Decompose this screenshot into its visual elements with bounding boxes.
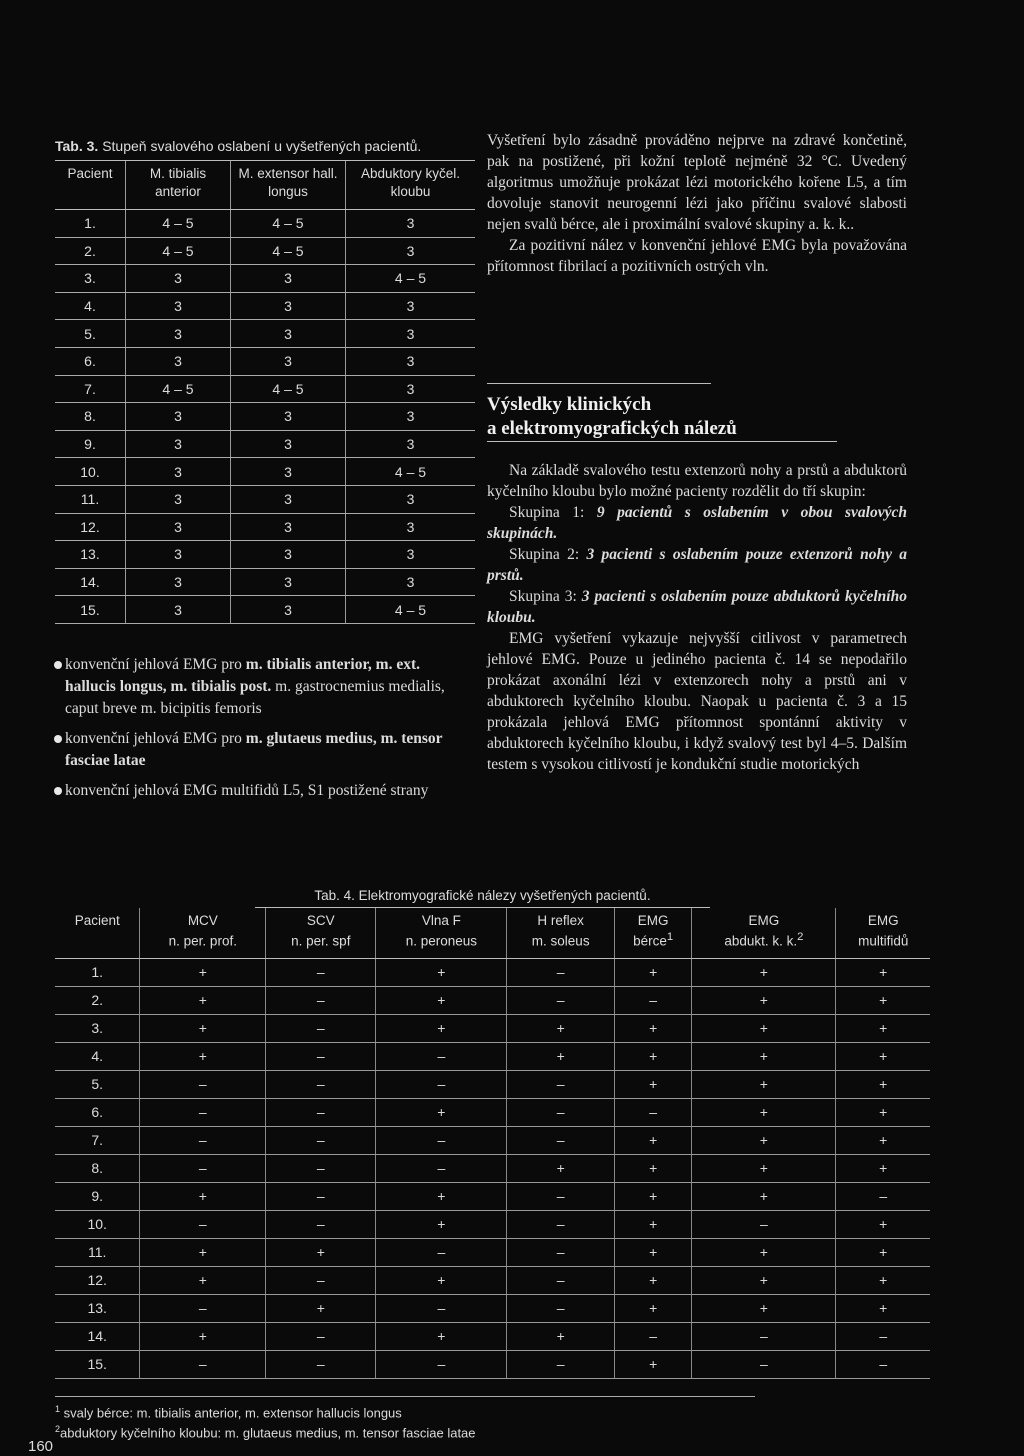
- group-text: 3 pacienti s oslabením pouze abduktorů kyčelního kloubu.: [487, 588, 907, 626]
- table-row: [55, 958, 930, 986]
- table-4-header: [615, 908, 692, 958]
- patient-number-cell: 11.: [55, 1238, 140, 1266]
- table-row: [55, 1266, 930, 1294]
- table-cell: 3: [231, 292, 346, 320]
- table-cell: 3: [346, 292, 476, 320]
- table-cell: 3: [126, 403, 231, 431]
- footnote-marker: 1: [666, 931, 674, 943]
- table-row: [55, 541, 475, 569]
- table-cell: 3: [346, 430, 476, 458]
- table-cell: 3: [126, 265, 231, 293]
- bullet-icon: [54, 787, 62, 795]
- table-row: [55, 568, 475, 596]
- patient-number-cell: 1.: [55, 210, 126, 238]
- table-cell: 3: [231, 430, 346, 458]
- table-row: [55, 1322, 930, 1350]
- heading-underline: [487, 441, 837, 442]
- footnote-marker: 2: [55, 1424, 61, 1435]
- paragraph: Na základě svalového testu extenzorů nohy a prstů a abduktorů kyčelního kloubu bylo možné pacienty rozdělit do tří skupin:: [487, 462, 907, 500]
- table-cell: 3: [346, 568, 476, 596]
- table-cell: 3: [231, 513, 346, 541]
- table-cell: +: [140, 1014, 266, 1042]
- table-cell: 3: [126, 320, 231, 348]
- header-subtext: bérce: [633, 933, 667, 949]
- table-cell: +: [615, 1182, 692, 1210]
- header-subtext: n. per. prof.: [168, 933, 237, 949]
- table-cell: –: [376, 1126, 507, 1154]
- header-line: [509, 929, 612, 950]
- table-cell: 3: [126, 485, 231, 513]
- patient-number-cell: 13.: [55, 1294, 140, 1322]
- table-cell: 3: [231, 347, 346, 375]
- patient-number-cell: 6.: [55, 347, 126, 375]
- footnote-text: svaly bérce: m. tibialis anterior, m. extensor hallucis longus: [63, 1405, 402, 1421]
- divider: [487, 383, 711, 384]
- header-subtext: n. peroneus: [405, 933, 478, 949]
- bullet-item: [55, 780, 473, 802]
- footnote: [55, 1401, 755, 1421]
- table-cell: +: [692, 1014, 836, 1042]
- table-row: [55, 596, 475, 624]
- table-row: [55, 430, 475, 458]
- table-row: [55, 403, 475, 431]
- table-cell: +: [376, 986, 507, 1014]
- bullet-list: [55, 654, 473, 802]
- table-cell: –: [266, 1126, 376, 1154]
- table-cell: 3: [346, 513, 476, 541]
- header-line: EMG: [637, 913, 669, 928]
- table-row: [55, 1238, 930, 1266]
- page-number: 160: [28, 1438, 54, 1455]
- table-4-header: [55, 908, 140, 958]
- table-cell: 4 – 5: [126, 210, 231, 238]
- header-line: [378, 929, 504, 950]
- table-cell: +: [140, 1182, 266, 1210]
- header-subtext: m. soleus: [531, 933, 590, 949]
- table-cell: –: [266, 1014, 376, 1042]
- table-row: [55, 1294, 930, 1322]
- table-cell: +: [140, 1266, 266, 1294]
- table-cell: 3: [346, 541, 476, 569]
- table-cell: 3: [346, 375, 476, 403]
- table-row: [55, 210, 475, 238]
- bullet-text: konvenční jehlová EMG pro: [65, 656, 246, 673]
- table-row: [55, 347, 475, 375]
- table-cell: +: [692, 1126, 836, 1154]
- table-cell: 3: [231, 485, 346, 513]
- table-4-grid: [55, 908, 930, 1379]
- table-cell: –: [507, 1126, 615, 1154]
- table-3-title: Stupeň svalového oslabení u vyšetřených pacientů.: [102, 138, 422, 154]
- header-subtext: n. per. spf: [291, 933, 351, 949]
- table-cell: +: [836, 1042, 930, 1070]
- table-cell: –: [507, 1210, 615, 1238]
- table-cell: –: [266, 1182, 376, 1210]
- table-cell: +: [615, 1266, 692, 1294]
- table-cell: –: [266, 1322, 376, 1350]
- table-cell: +: [836, 1126, 930, 1154]
- table-row: [55, 1210, 930, 1238]
- patient-number-cell: 8.: [55, 403, 126, 431]
- table-cell: –: [266, 1098, 376, 1126]
- table-cell: –: [376, 1294, 507, 1322]
- table-cell: –: [507, 1266, 615, 1294]
- header-line: EMG: [748, 913, 780, 928]
- table-cell: +: [376, 1098, 507, 1126]
- patient-number-cell: 7.: [55, 375, 126, 403]
- table-cell: 3: [231, 541, 346, 569]
- bullet-item: [55, 654, 473, 720]
- table-cell: +: [692, 958, 836, 986]
- header-line: Pacient: [74, 913, 120, 928]
- table-cell: +: [836, 1070, 930, 1098]
- bullet-text: konvenční jehlová EMG multifidů L5, S1 postižené strany: [65, 782, 429, 799]
- table-cell: 3: [346, 210, 476, 238]
- patient-number-cell: 14.: [55, 1322, 140, 1350]
- table-cell: +: [507, 1014, 615, 1042]
- methods-text: [487, 130, 907, 277]
- table-cell: 3: [126, 541, 231, 569]
- table-cell: –: [615, 986, 692, 1014]
- patient-number-cell: 10.: [55, 458, 126, 486]
- table-row: [55, 320, 475, 348]
- table-cell: –: [266, 1070, 376, 1098]
- table-cell: +: [836, 1266, 930, 1294]
- patient-number-cell: 2.: [55, 237, 126, 265]
- table-cell: +: [376, 1266, 507, 1294]
- table-cell: +: [692, 1098, 836, 1126]
- table-cell: –: [507, 1294, 615, 1322]
- header-line: [268, 929, 373, 950]
- patient-number-cell: 15.: [55, 1350, 140, 1378]
- table-cell: –: [507, 958, 615, 986]
- table-row: [55, 1182, 930, 1210]
- table-cell: 3: [346, 403, 476, 431]
- table-cell: –: [140, 1350, 266, 1378]
- table-cell: –: [507, 1238, 615, 1266]
- table-cell: –: [692, 1322, 836, 1350]
- patient-number-cell: 3.: [55, 1014, 140, 1042]
- table-cell: –: [140, 1210, 266, 1238]
- table-row: [55, 1014, 930, 1042]
- table-cell: –: [266, 958, 376, 986]
- table-cell: –: [692, 1350, 836, 1378]
- table-cell: –: [692, 1210, 836, 1238]
- table-cell: –: [266, 1350, 376, 1378]
- table-row: [55, 513, 475, 541]
- table-row: [55, 1042, 930, 1070]
- table-cell: –: [376, 1350, 507, 1378]
- table-cell: –: [836, 1350, 930, 1378]
- table-cell: –: [140, 1098, 266, 1126]
- header-line: SCV: [306, 913, 335, 928]
- patient-number-cell: 9.: [55, 1182, 140, 1210]
- table-cell: +: [140, 958, 266, 986]
- table-cell: –: [615, 1098, 692, 1126]
- table-cell: +: [836, 958, 930, 986]
- bullet-icon: [54, 735, 62, 743]
- table-cell: +: [266, 1238, 376, 1266]
- table-cell: –: [836, 1322, 930, 1350]
- table-cell: 3: [346, 347, 476, 375]
- table-cell: 4 – 5: [346, 458, 476, 486]
- table-cell: –: [376, 1070, 507, 1098]
- table-cell: 3: [126, 458, 231, 486]
- table-cell: +: [376, 958, 507, 986]
- table-cell: 4 – 5: [346, 265, 476, 293]
- table-cell: 4 – 5: [346, 596, 476, 624]
- paragraph: Za pozitivní nález v konvenční jehlové EMG byla považována přítomnost fibrilací a pozitivních ostrých vln.: [487, 237, 907, 275]
- table-cell: +: [692, 1182, 836, 1210]
- table-cell: +: [376, 1014, 507, 1042]
- table-cell: –: [376, 1154, 507, 1182]
- table-cell: –: [376, 1238, 507, 1266]
- footnote-marker: 2: [797, 931, 804, 943]
- bullet-icon: [54, 661, 62, 669]
- table-3-header: Abduktory kyčel. kloubu: [346, 161, 476, 210]
- table-row: [55, 1126, 930, 1154]
- table-cell: –: [266, 986, 376, 1014]
- patient-number-cell: 14.: [55, 568, 126, 596]
- table-3-caption: [55, 138, 475, 161]
- table-cell: 3: [126, 568, 231, 596]
- table-4: [55, 888, 930, 1379]
- header-subtext: abdukt. k. k.: [724, 933, 798, 949]
- bullet-bold-text: m. glutaeus medius, m. tensor fasciae latae: [65, 730, 443, 769]
- table-cell: +: [140, 1322, 266, 1350]
- table-cell: –: [507, 986, 615, 1014]
- group-2: [487, 544, 907, 586]
- group-1: [487, 502, 907, 544]
- table-cell: +: [836, 1210, 930, 1238]
- table-cell: +: [692, 986, 836, 1014]
- header-line: [142, 929, 263, 950]
- table-cell: +: [140, 986, 266, 1014]
- table-cell: +: [692, 1154, 836, 1182]
- table-cell: +: [615, 1154, 692, 1182]
- section-heading: [487, 393, 907, 441]
- section-heading-line: a elektromyografických nálezů: [487, 418, 737, 439]
- patient-number-cell: 15.: [55, 596, 126, 624]
- table-cell: +: [140, 1042, 266, 1070]
- table-cell: –: [266, 1042, 376, 1070]
- table-cell: 3: [126, 430, 231, 458]
- table-cell: +: [836, 1098, 930, 1126]
- table-cell: +: [692, 1266, 836, 1294]
- header-line: EMG: [867, 913, 899, 928]
- table-cell: +: [836, 1154, 930, 1182]
- table-row: [55, 1070, 930, 1098]
- footnote-text: abduktory kyčelního kloubu: m. glutaeus medius, m. tensor fasciae latae: [60, 1425, 476, 1441]
- table-cell: –: [140, 1126, 266, 1154]
- table-cell: –: [140, 1294, 266, 1322]
- table-3-header: M. tibialis anterior: [126, 161, 231, 210]
- paragraph: Vyšetření bylo zásadně prováděno nejprve na zdravé končetině, pak na postižené, při kožní teplotě nejméně 32 °C. Uvedený algoritmus umožňuje prokázat lézi motorického kořene L5, a tím dovoluje stanovit neurogenní lézi jako příčinu svalové slabosti nejen svalů bérce, ale i proximální svalové skupiny a. k. k..: [487, 132, 907, 233]
- table-cell: +: [376, 1182, 507, 1210]
- table-cell: +: [615, 1350, 692, 1378]
- table-4-header: [507, 908, 615, 958]
- table-row: [55, 237, 475, 265]
- table-cell: –: [376, 1042, 507, 1070]
- table-4-caption: Tab. 4. Elektromyografické nálezy vyšetřených pacientů.: [255, 888, 710, 908]
- table-cell: +: [615, 958, 692, 986]
- group-text: 3 pacienti s oslabením pouze extenzorů nohy a prstů.: [487, 546, 907, 584]
- table-cell: 3: [346, 485, 476, 513]
- patient-number-cell: 2.: [55, 986, 140, 1014]
- group-text: 9 pacientů s oslabením v obou svalových skupinách.: [487, 504, 907, 542]
- table-cell: –: [836, 1182, 930, 1210]
- header-line: [838, 929, 928, 950]
- table-row: [55, 458, 475, 486]
- table-row: [55, 375, 475, 403]
- patient-number-cell: 4.: [55, 292, 126, 320]
- table-cell: 3: [126, 513, 231, 541]
- table-cell: +: [836, 1014, 930, 1042]
- table-cell: +: [507, 1154, 615, 1182]
- footnote-marker: 1: [55, 1404, 61, 1414]
- table-cell: 3: [231, 403, 346, 431]
- table-4-header: [376, 908, 507, 958]
- paragraph: EMG vyšetření vykazuje nejvyšší citlivost v parametrech jehlové EMG. Pouze u jediného pacienta č. 14 se nepodařilo prokázat axonální lézi v extenzorech nohy a prstů ani v abduktorech kyčelního kloubu. Naopak u pacienta č. 3 a 15 prokázala jehlová EMG přítomnost spontánní aktivity v abduktorech kyčelního kloubu, i když svalový test byl 4–5. Dalším testem s vysokou citlivostí je kondukční studie motorických: [487, 630, 907, 773]
- table-cell: +: [615, 1070, 692, 1098]
- table-4-header: [140, 908, 266, 958]
- table-3: [55, 138, 475, 624]
- patient-number-cell: 9.: [55, 430, 126, 458]
- table-cell: –: [507, 1182, 615, 1210]
- group-3: [487, 586, 907, 628]
- table-cell: +: [692, 1042, 836, 1070]
- patient-number-cell: 8.: [55, 1154, 140, 1182]
- table-cell: +: [836, 1238, 930, 1266]
- patient-number-cell: 6.: [55, 1098, 140, 1126]
- patient-number-cell: 7.: [55, 1126, 140, 1154]
- table-3-header: M. extensor hall. longus: [231, 161, 346, 210]
- table-cell: 4 – 5: [231, 237, 346, 265]
- header-line: MCV: [187, 913, 218, 928]
- table-cell: +: [615, 1294, 692, 1322]
- table-4-header: [836, 908, 930, 958]
- header-line: H reflex: [537, 913, 584, 928]
- patient-number-cell: 5.: [55, 1070, 140, 1098]
- table-cell: +: [615, 1210, 692, 1238]
- table-cell: +: [507, 1322, 615, 1350]
- table-row: [55, 292, 475, 320]
- table-3-grid: [55, 161, 475, 624]
- table-cell: +: [376, 1322, 507, 1350]
- group-label: Skupina 2:: [509, 546, 587, 563]
- header-subtext: multifidů: [858, 933, 909, 949]
- group-label: Skupina 3:: [509, 588, 582, 605]
- table-cell: –: [140, 1154, 266, 1182]
- table-row: [55, 1098, 930, 1126]
- table-cell: 4 – 5: [126, 375, 231, 403]
- table-cell: +: [140, 1238, 266, 1266]
- bullet-text-rest: m. gastrocnemius medialis, caput breve m. bicipitis femoris: [65, 678, 445, 717]
- table-cell: +: [692, 1070, 836, 1098]
- table-cell: 3: [126, 292, 231, 320]
- footnote: [55, 1421, 755, 1441]
- table-row: [55, 265, 475, 293]
- table-cell: –: [140, 1070, 266, 1098]
- table-3-header: Pacient: [55, 161, 126, 210]
- patient-number-cell: 13.: [55, 541, 126, 569]
- table-cell: +: [692, 1294, 836, 1322]
- table-4-header: [692, 908, 836, 958]
- table-cell: +: [615, 1238, 692, 1266]
- table-cell: 4 – 5: [126, 237, 231, 265]
- table-3-label: Tab. 3.: [55, 138, 99, 154]
- table-cell: +: [376, 1210, 507, 1238]
- table-cell: +: [615, 1014, 692, 1042]
- patient-number-cell: 1.: [55, 958, 140, 986]
- bullet-text: konvenční jehlová EMG pro: [65, 730, 246, 747]
- table-cell: –: [266, 1210, 376, 1238]
- results-text: [487, 460, 907, 775]
- table-cell: 3: [231, 568, 346, 596]
- patient-number-cell: 10.: [55, 1210, 140, 1238]
- table-row: [55, 485, 475, 513]
- table-cell: 4 – 5: [231, 375, 346, 403]
- header-line: [617, 929, 689, 950]
- table-cell: +: [692, 1238, 836, 1266]
- table-cell: –: [507, 1070, 615, 1098]
- table-cell: +: [266, 1294, 376, 1322]
- table-row: [55, 1154, 930, 1182]
- table-cell: 3: [126, 596, 231, 624]
- bullet-bold-text: m. tibialis anterior, m. ext. hallucis longus, m. tibialis post.: [65, 656, 421, 695]
- section-heading-line: Výsledky klinických: [487, 394, 652, 415]
- table-cell: –: [507, 1350, 615, 1378]
- header-line: Vlna F: [421, 913, 461, 928]
- table-cell: 3: [231, 320, 346, 348]
- patient-number-cell: 5.: [55, 320, 126, 348]
- table-cell: 4 – 5: [231, 210, 346, 238]
- header-line: [694, 929, 833, 950]
- table-cell: +: [836, 1294, 930, 1322]
- table-cell: 3: [231, 458, 346, 486]
- table-cell: –: [615, 1322, 692, 1350]
- table-cell: +: [615, 1042, 692, 1070]
- table-row: [55, 1350, 930, 1378]
- patient-number-cell: 3.: [55, 265, 126, 293]
- table-cell: –: [266, 1266, 376, 1294]
- group-label: Skupina 1:: [509, 504, 597, 521]
- table-cell: +: [507, 1042, 615, 1070]
- table-cell: +: [615, 1126, 692, 1154]
- table-4-header: [266, 908, 376, 958]
- footnotes: [55, 1396, 755, 1442]
- table-cell: –: [266, 1154, 376, 1182]
- table-row: [55, 986, 930, 1014]
- table-cell: 3: [346, 237, 476, 265]
- table-cell: 3: [231, 596, 346, 624]
- patient-number-cell: 12.: [55, 1266, 140, 1294]
- table-cell: 3: [126, 347, 231, 375]
- patient-number-cell: 11.: [55, 485, 126, 513]
- table-cell: 3: [231, 265, 346, 293]
- table-cell: +: [836, 986, 930, 1014]
- table-cell: –: [507, 1098, 615, 1126]
- patient-number-cell: 12.: [55, 513, 126, 541]
- table-cell: 3: [346, 320, 476, 348]
- bullet-item: [55, 728, 473, 772]
- patient-number-cell: 4.: [55, 1042, 140, 1070]
